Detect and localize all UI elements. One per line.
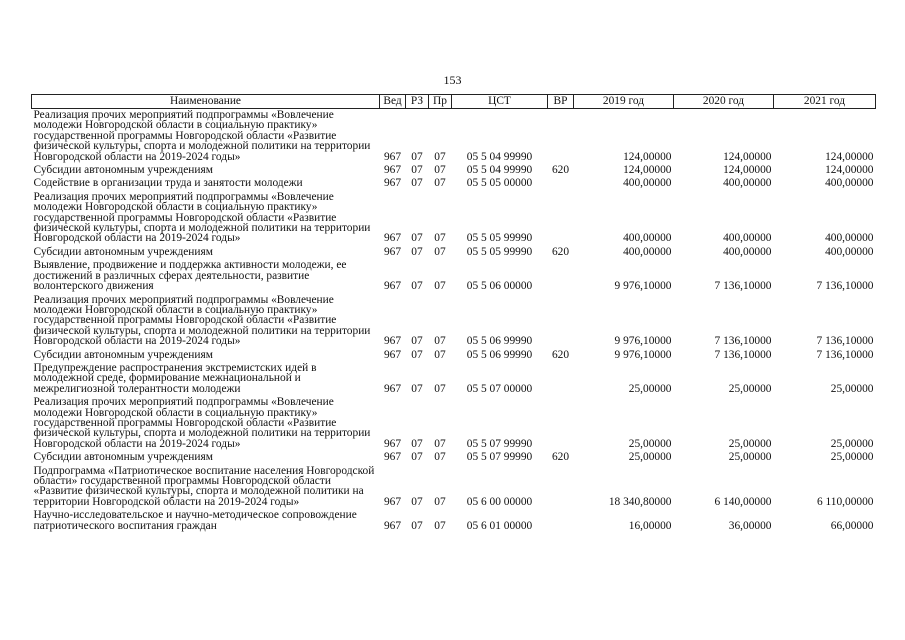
row-2019-value: 9 976,10000	[614, 280, 672, 293]
row-pr: 07	[434, 451, 446, 464]
row-ved: 967	[383, 232, 402, 245]
row-2021-value: 66,00000	[830, 519, 874, 532]
row-2021-value: 7 136,10000	[816, 280, 874, 293]
header-rz: РЗ	[406, 95, 429, 109]
row-2021-value: 25,00000	[830, 382, 874, 395]
row-2020-value: 7 136,10000	[714, 280, 772, 293]
row-pr: 07	[434, 495, 446, 508]
row-2020-value: 400,00000	[723, 232, 772, 245]
row-2019-value: 400,00000	[623, 232, 672, 245]
row-rz: 07	[411, 519, 423, 532]
row-cst: 05 5 06 00000	[466, 280, 533, 293]
table-row	[32, 362, 876, 396]
row-2020-value: 25,00000	[728, 382, 772, 395]
table-row	[32, 465, 876, 510]
row-2020-value: 25,00000	[728, 451, 772, 464]
row-vr	[548, 362, 574, 396]
row-name: Выявление, продвижение и поддержка активности молодежи, ее достижений в различных сферах деятельности, развитие волонтерского движения	[33, 259, 347, 293]
row-ved: 967	[383, 335, 402, 348]
table-row	[32, 191, 876, 246]
row-name: Реализация прочих мероприятий подпрограммы «Вовлечение молодежи Новгородской области в социальную практику» государственной программы Новгородской области «Развитие физической культуры, спорта и молодежной политики на территории Новгородской области на 2019-2024 годы»	[33, 293, 371, 348]
row-ved: 967	[383, 177, 402, 190]
row-cst: 05 5 06 99990	[466, 335, 533, 348]
row-cst: 05 5 06 99990	[466, 348, 533, 361]
row-2019-value: 9 976,10000	[614, 335, 672, 348]
row-2019-value: 25,00000	[628, 451, 672, 464]
row-2021-value: 124,00000	[825, 150, 874, 163]
row-2020-value: 124,00000	[723, 164, 772, 177]
row-rz: 07	[411, 382, 423, 395]
row-rz: 07	[411, 348, 423, 361]
row-cst: 05 5 04 99990	[466, 164, 533, 177]
table-row	[32, 177, 876, 190]
row-ved: 967	[383, 437, 402, 450]
row-vr	[548, 509, 574, 533]
row-name: Субсидии автономным учреждениям	[33, 245, 213, 258]
row-rz: 07	[411, 335, 423, 348]
row-2019-value: 9 976,10000	[614, 348, 672, 361]
row-name: Содействие в организации труда и занятости молодежи	[33, 177, 303, 190]
row-2020-value: 400,00000	[723, 177, 772, 190]
row-rz: 07	[411, 451, 423, 464]
row-2021-value: 400,00000	[825, 177, 874, 190]
row-2020-value: 36,00000	[728, 519, 772, 532]
table-row	[32, 451, 876, 464]
row-vr	[548, 191, 574, 246]
row-2021-value: 7 136,10000	[816, 335, 874, 348]
page-number: 153	[443, 73, 462, 87]
table-row	[32, 294, 876, 349]
header-name: Наименование	[32, 95, 380, 109]
row-name: Предупреждение распространения экстремистских идей в молодежной среде, формирование межнациональной и межрелигиозной толерантности молодежи	[33, 361, 317, 395]
row-pr: 07	[434, 437, 446, 450]
table-header-row	[32, 95, 876, 109]
row-pr: 07	[434, 150, 446, 163]
row-2019-value: 400,00000	[623, 245, 672, 258]
row-name: Субсидии автономным учреждениям	[33, 348, 213, 361]
row-2020-value: 400,00000	[723, 245, 772, 258]
row-2021-value: 6 110,00000	[816, 495, 874, 508]
row-ved: 967	[383, 164, 402, 177]
row-pr: 07	[434, 245, 446, 258]
row-pr: 07	[434, 335, 446, 348]
row-name: Субсидии автономным учреждениям	[33, 164, 213, 177]
table-body	[32, 109, 876, 534]
table-row	[32, 349, 876, 362]
row-ved: 967	[383, 150, 402, 163]
row-rz: 07	[411, 232, 423, 245]
row-rz: 07	[411, 437, 423, 450]
row-rz: 07	[411, 280, 423, 293]
row-vr: 620	[551, 451, 570, 464]
row-ved: 967	[383, 451, 402, 464]
row-vr	[548, 177, 574, 190]
row-cst: 05 5 05 00000	[466, 177, 533, 190]
table-row	[32, 396, 876, 451]
row-ved: 967	[383, 245, 402, 258]
header-ved: Вед	[380, 95, 406, 109]
row-2021-value: 124,00000	[825, 164, 874, 177]
row-2019-value: 25,00000	[628, 437, 672, 450]
row-rz: 07	[411, 150, 423, 163]
row-pr: 07	[434, 177, 446, 190]
row-vr	[548, 259, 574, 293]
row-2021-value: 7 136,10000	[816, 348, 874, 361]
row-2019-value: 400,00000	[623, 177, 672, 190]
row-2021-value: 400,00000	[825, 245, 874, 258]
table-row	[32, 164, 876, 177]
row-pr: 07	[434, 164, 446, 177]
budget-table	[31, 94, 876, 533]
row-name: Научно-исследовательское и научно-методическое сопровождение патриотического воспитания граждан	[33, 509, 357, 532]
row-cst: 05 5 07 99990	[466, 437, 533, 450]
row-cst: 05 5 07 99990	[466, 451, 533, 464]
row-2019-value: 124,00000	[623, 150, 672, 163]
row-cst: 05 5 05 99990	[466, 245, 533, 258]
header-vr: ВР	[548, 95, 574, 109]
row-ved: 967	[383, 519, 402, 532]
row-ved: 967	[383, 495, 402, 508]
header-cst: ЦСТ	[452, 95, 548, 109]
row-vr	[548, 465, 574, 510]
row-name: Подпрограмма «Патриотическое воспитание населения Новгородской области» государственной программы Новгородской области «Развитие физической культуры, спорта и молодежной политики на территории Новгородской области на 2019-2024 годы»	[33, 464, 375, 508]
row-vr	[548, 396, 574, 451]
header-2019: 2019 год	[574, 95, 674, 109]
row-2021-value: 25,00000	[830, 437, 874, 450]
row-vr	[548, 294, 574, 349]
row-cst: 05 5 04 99990	[466, 150, 533, 163]
header-pr: Пр	[429, 95, 452, 109]
row-pr: 07	[434, 519, 446, 532]
row-pr: 07	[434, 348, 446, 361]
row-ved: 967	[383, 348, 402, 361]
row-name: Реализация прочих мероприятий подпрограммы «Вовлечение молодежи Новгородской области в социальную практику» государственной программы Новгородской области «Развитие физической культуры, спорта и молодежной политики на территории Новгородской области на 2019-2024 годы»	[33, 190, 371, 245]
row-cst: 05 5 05 99990	[466, 232, 533, 245]
row-2019-value: 16,00000	[628, 519, 672, 532]
row-2019-value: 25,00000	[628, 382, 672, 395]
row-pr: 07	[434, 232, 446, 245]
row-rz: 07	[411, 177, 423, 190]
row-2020-value: 25,00000	[728, 437, 772, 450]
row-name: Реализация прочих мероприятий подпрограммы «Вовлечение молодежи Новгородской области в социальную практику» государственной программы Новгородской области «Развитие физической культуры, спорта и молодежной политики на территории Новгородской области на 2019-2024 годы»	[33, 109, 371, 163]
row-2020-value: 7 136,10000	[714, 348, 772, 361]
row-vr	[548, 109, 574, 165]
row-2021-value: 25,00000	[830, 451, 874, 464]
row-2020-value: 124,00000	[723, 150, 772, 163]
row-2020-value: 6 140,00000	[714, 495, 772, 508]
row-vr: 620	[551, 245, 570, 258]
row-cst: 05 6 01 00000	[466, 519, 533, 532]
header-2020: 2020 год	[674, 95, 774, 109]
row-pr: 07	[434, 280, 446, 293]
row-name: Реализация прочих мероприятий подпрограммы «Вовлечение молодежи Новгородской области в социальную практику» государственной программы Новгородской области «Развитие физической культуры, спорта и молодежной политики на территории Новгородской области на 2019-2024 годы»	[33, 396, 371, 450]
table-row	[32, 259, 876, 293]
row-cst: 05 6 00 00000	[466, 495, 533, 508]
row-name: Субсидии автономным учреждениям	[33, 451, 213, 464]
row-vr: 620	[551, 348, 570, 361]
row-ved: 967	[383, 280, 402, 293]
row-2021-value: 400,00000	[825, 232, 874, 245]
row-rz: 07	[411, 164, 423, 177]
table-row	[32, 109, 876, 165]
row-ved: 967	[383, 382, 402, 395]
row-vr: 620	[551, 164, 570, 177]
row-2019-value: 124,00000	[623, 164, 672, 177]
row-rz: 07	[411, 495, 423, 508]
row-2020-value: 7 136,10000	[714, 335, 772, 348]
row-2019-value: 18 340,80000	[608, 495, 672, 508]
row-rz: 07	[411, 245, 423, 258]
row-cst: 05 5 07 00000	[466, 382, 533, 395]
row-pr: 07	[434, 382, 446, 395]
table-row	[32, 509, 876, 533]
header-2021: 2021 год	[774, 95, 876, 109]
table-row	[32, 246, 876, 259]
